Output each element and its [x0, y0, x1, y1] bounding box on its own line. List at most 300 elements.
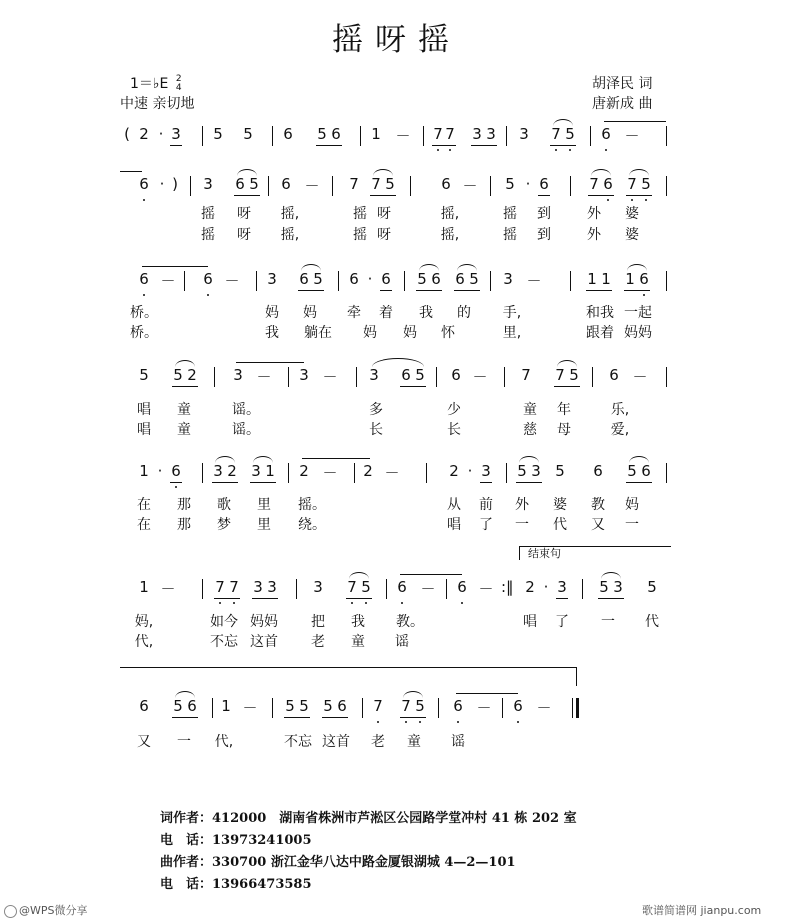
- slur: [457, 264, 477, 271]
- underline: [586, 290, 612, 291]
- underline: [400, 386, 426, 387]
- lyricist-phone: [160, 829, 312, 848]
- lyric: 我: [351, 614, 365, 630]
- barline: [666, 176, 667, 196]
- note: 3: [531, 462, 541, 480]
- note: 2: [449, 462, 459, 480]
- note: 6: [283, 125, 293, 143]
- note: ·: [157, 462, 163, 480]
- note: 5: [299, 697, 309, 715]
- note: 7: [433, 125, 443, 143]
- note: 5: [323, 697, 333, 715]
- lyric: 婆: [625, 227, 639, 243]
- note: ·: [158, 125, 164, 143]
- lyric: 长: [369, 422, 383, 438]
- barline: [404, 271, 405, 291]
- ending-label: 结束句: [528, 547, 561, 560]
- note: 7: [215, 578, 225, 596]
- lyric: 摇,: [440, 227, 460, 243]
- barline: [202, 579, 203, 599]
- note: 5: [385, 175, 395, 193]
- slur: [627, 264, 647, 271]
- barline: [490, 271, 491, 291]
- lyric: 爱,: [610, 422, 630, 438]
- note: 6: [331, 125, 341, 143]
- note: 6: [513, 697, 523, 715]
- barline: [666, 463, 667, 483]
- underline: [471, 145, 497, 146]
- low-octave-dot: [365, 602, 367, 604]
- time-signature: [176, 75, 182, 93]
- barline: [296, 579, 297, 599]
- composer-phone: [160, 873, 312, 892]
- barline: [436, 367, 437, 387]
- barline: [356, 367, 357, 387]
- low-octave-dot: [631, 199, 633, 201]
- barline: [504, 367, 505, 387]
- low-octave-dot: [607, 199, 609, 201]
- tie-line: [120, 171, 142, 172]
- note: ·: [525, 175, 531, 193]
- note: 6: [381, 270, 391, 288]
- note: －: [476, 699, 492, 717]
- note: 6: [431, 270, 441, 288]
- underline: [316, 145, 342, 146]
- note: －: [632, 368, 648, 386]
- slur: [175, 360, 195, 367]
- lyric: 多: [369, 402, 383, 418]
- lyric: 梦: [217, 517, 231, 533]
- note: 1: [371, 125, 381, 143]
- barline: [490, 176, 491, 196]
- slur: [253, 456, 273, 463]
- composer-address-value: 330700 浙江金华八达中路金厦银湖城 4—2—101: [212, 855, 516, 870]
- note: 1: [221, 697, 231, 715]
- barline: [410, 176, 411, 196]
- low-octave-dot: [517, 721, 519, 723]
- underline: [400, 717, 426, 718]
- lyric: 不忘: [210, 634, 238, 650]
- note: 5: [139, 366, 149, 384]
- note: ·: [467, 462, 473, 480]
- note: 1: [139, 578, 149, 596]
- underline: [170, 482, 182, 483]
- slur: [175, 691, 195, 698]
- low-octave-dot: [219, 602, 221, 604]
- note: 6: [171, 462, 181, 480]
- lyric: 那: [177, 497, 191, 513]
- lyric: 童: [351, 634, 365, 650]
- low-octave-dot: [605, 149, 607, 151]
- note: 6: [539, 175, 549, 193]
- note: 6: [455, 270, 465, 288]
- score-line-4: [120, 366, 668, 388]
- barline: [590, 126, 591, 146]
- ending-bracket-line: [120, 667, 577, 686]
- note: 5: [505, 175, 515, 193]
- lyric: 唱: [447, 517, 461, 533]
- note: 1: [139, 462, 149, 480]
- lyric: 唱: [137, 402, 151, 418]
- lyric: 摇: [201, 227, 215, 243]
- lyric: 婆: [553, 497, 567, 513]
- underline: [250, 482, 276, 483]
- score-line-1: [120, 125, 668, 147]
- note: 3: [299, 366, 309, 384]
- lyrics-5-verse-1: [120, 494, 668, 512]
- lyric: 妈: [625, 497, 639, 513]
- note: ·: [543, 578, 549, 596]
- slur: [419, 264, 439, 271]
- note: 3: [503, 270, 513, 288]
- note: 6: [187, 697, 197, 715]
- score-line-5: [120, 462, 668, 484]
- note: －: [624, 127, 640, 145]
- note: 2: [227, 462, 237, 480]
- lyric: 外: [587, 227, 601, 243]
- lyric: 教。: [396, 614, 424, 630]
- wps-watermark: [4, 902, 88, 918]
- low-octave-dot: [449, 149, 451, 151]
- note: 6: [609, 366, 619, 384]
- slur: [373, 169, 393, 176]
- lyricist-address-label: 词作者：: [160, 811, 213, 826]
- lyric: 摇: [503, 227, 517, 243]
- barline: [212, 698, 213, 718]
- note: 7: [349, 175, 359, 193]
- low-octave-dot: [143, 294, 145, 296]
- lyric: 一起: [624, 305, 652, 321]
- lyric: 桥。: [130, 325, 158, 341]
- note: 5: [243, 125, 253, 143]
- barline: [362, 698, 363, 718]
- underline: [538, 195, 550, 196]
- note: －: [420, 580, 436, 598]
- barline: [666, 271, 667, 291]
- note: －: [462, 177, 478, 195]
- key-signature: [130, 73, 182, 93]
- tempo-marking: 中速 亲切地: [120, 96, 195, 112]
- low-octave-dot: [645, 199, 647, 201]
- barline: [268, 176, 269, 196]
- underline: [370, 195, 396, 196]
- note: 3: [472, 125, 482, 143]
- lyric: 代: [645, 614, 659, 630]
- ending-bracket: [519, 546, 671, 560]
- wps-watermark-text: @WPS微分享: [19, 904, 88, 917]
- lyric: 呀: [237, 227, 251, 243]
- lyric: 少: [447, 402, 461, 418]
- lyricist-credit: 胡泽民 词: [592, 76, 653, 92]
- barline: [214, 367, 215, 387]
- note: 6: [349, 270, 359, 288]
- note: 7: [521, 366, 531, 384]
- lyric: 婆: [625, 206, 639, 222]
- barline: [423, 126, 424, 146]
- slur: [601, 572, 621, 579]
- note: ·: [159, 175, 165, 193]
- barline: [360, 126, 361, 146]
- lyric: 谣。: [232, 422, 260, 438]
- note: 5: [641, 175, 651, 193]
- lyric: 摇,: [440, 206, 460, 222]
- low-octave-dot: [207, 294, 209, 296]
- note: 3: [171, 125, 181, 143]
- barline: [502, 698, 503, 718]
- slur: [349, 572, 369, 579]
- note: 2: [299, 462, 309, 480]
- note: 3: [251, 462, 261, 480]
- composer-phone-label: 电 话：: [160, 877, 213, 892]
- lyric: 跟着: [586, 325, 614, 341]
- lyric: 手,: [502, 305, 522, 321]
- note: 6: [299, 270, 309, 288]
- lyric: 童: [177, 402, 191, 418]
- note: 5: [285, 697, 295, 715]
- barline: [582, 579, 583, 599]
- note: 5: [213, 125, 223, 143]
- note: ): [172, 175, 178, 193]
- note: 5: [173, 366, 183, 384]
- note: 6: [337, 697, 347, 715]
- lyric: 谣: [451, 734, 465, 750]
- barline: [256, 271, 257, 291]
- lyric: 妈: [403, 325, 417, 341]
- note: －: [160, 580, 176, 598]
- note: 1: [625, 270, 635, 288]
- lyric: 了: [479, 517, 493, 533]
- lyric: 着: [379, 305, 393, 321]
- underline: [454, 290, 480, 291]
- lyrics-6-verse-2: [120, 631, 668, 649]
- lyric: 谣: [395, 634, 409, 650]
- low-octave-dot: [419, 721, 421, 723]
- note: 6: [281, 175, 291, 193]
- note: 6: [203, 270, 213, 288]
- slur: [629, 169, 649, 176]
- lyric: 我: [419, 305, 433, 321]
- note: 3: [267, 270, 277, 288]
- note: 5: [517, 462, 527, 480]
- lyric: 把: [311, 614, 325, 630]
- barline: [666, 367, 667, 387]
- underline: [516, 482, 542, 483]
- lyric: 妈: [363, 325, 377, 341]
- underline: [284, 717, 310, 718]
- note: 2: [139, 125, 149, 143]
- lyric: 代,: [134, 634, 154, 650]
- low-octave-dot: [457, 721, 459, 723]
- barline: [592, 367, 593, 387]
- slur: [372, 358, 424, 367]
- underline: [298, 290, 324, 291]
- tie-line: [236, 362, 304, 363]
- repeat-sign: :‖: [501, 578, 514, 596]
- lyric: 和我: [586, 305, 614, 321]
- lyric: 摇,: [280, 206, 300, 222]
- slur: [591, 169, 611, 176]
- lyric: 童: [177, 422, 191, 438]
- note: 6: [139, 270, 149, 288]
- note: 3: [481, 462, 491, 480]
- note: 7: [401, 697, 411, 715]
- lyric: 摇: [353, 227, 367, 243]
- note: －: [536, 699, 552, 717]
- note: －: [478, 580, 494, 598]
- note: 6: [453, 697, 463, 715]
- underline: [380, 290, 392, 291]
- note: 2: [525, 578, 535, 596]
- wps-logo-icon: [4, 905, 17, 918]
- note: －: [242, 699, 258, 717]
- lyric: 谣。: [232, 402, 260, 418]
- low-octave-dot: [143, 199, 145, 201]
- song-title: 摇呀摇: [332, 22, 461, 58]
- note: 5: [599, 578, 609, 596]
- composer-phone-value: 13966473585: [212, 877, 312, 892]
- note: 3: [267, 578, 277, 596]
- lyric: 的: [457, 305, 471, 321]
- lyricist-phone-label: 电 话：: [160, 833, 213, 848]
- barline: [446, 579, 447, 599]
- note: －: [160, 272, 176, 290]
- barline: [666, 126, 667, 146]
- note: 7: [589, 175, 599, 193]
- lyrics-7: [120, 731, 668, 749]
- lyric: 老: [371, 734, 385, 750]
- underline: [234, 195, 260, 196]
- lyric: 摇,: [280, 227, 300, 243]
- final-barline-thin: [572, 698, 573, 718]
- lyric: 妈妈: [250, 614, 278, 630]
- lyric: 那: [177, 517, 191, 533]
- lyric: 代: [553, 517, 567, 533]
- barline: [438, 698, 439, 718]
- underline: [598, 598, 624, 599]
- lyricist-phone-value: 13973241005: [212, 833, 312, 848]
- lyric: 又: [591, 517, 605, 533]
- lyric: 歌: [217, 497, 231, 513]
- note: 6: [139, 175, 149, 193]
- lyrics-4-verse-1: [120, 399, 668, 417]
- note: 7: [555, 366, 565, 384]
- note: 6: [457, 578, 467, 596]
- underline: [172, 717, 198, 718]
- lyric: 妈: [303, 305, 317, 321]
- note: 5: [317, 125, 327, 143]
- composer-credit: 唐新成 曲: [592, 96, 653, 112]
- tie-line: [142, 266, 208, 267]
- lyric: 前: [479, 497, 493, 513]
- note: (: [124, 125, 130, 143]
- underline: [322, 717, 348, 718]
- barline: [506, 463, 507, 483]
- note: 7: [229, 578, 239, 596]
- note: －: [472, 368, 488, 386]
- note: 3: [519, 125, 529, 143]
- underline: [416, 290, 442, 291]
- lyric: 呀: [377, 227, 391, 243]
- low-octave-dot: [377, 721, 379, 723]
- lyric: 了: [555, 614, 569, 630]
- barline: [190, 176, 191, 196]
- note: 3: [213, 462, 223, 480]
- barline: [570, 176, 571, 196]
- note: 7: [445, 125, 455, 143]
- note: 3: [313, 578, 323, 596]
- note: 5: [417, 270, 427, 288]
- lyric: 在: [137, 517, 151, 533]
- low-octave-dot: [401, 602, 403, 604]
- lyric: 呀: [377, 206, 391, 222]
- barline: [202, 126, 203, 146]
- note: 1: [265, 462, 275, 480]
- tie-line: [400, 574, 462, 575]
- lyric: 怀: [441, 325, 455, 341]
- lyric: 老: [311, 634, 325, 650]
- underline: [556, 598, 568, 599]
- lyric: 教: [591, 497, 605, 513]
- low-octave-dot: [437, 149, 439, 151]
- lyric: 桥。: [130, 305, 158, 321]
- lyric: 如今: [210, 614, 238, 630]
- note: －: [256, 368, 272, 386]
- lyrics-2-verse-1: [120, 203, 668, 221]
- note: －: [322, 464, 338, 482]
- lyric: 慈: [523, 422, 537, 438]
- lyrics-5-verse-2: [120, 514, 668, 532]
- lyrics-4-verse-2: [120, 419, 668, 437]
- time-bottom: 4: [175, 83, 182, 93]
- barline: [288, 463, 289, 483]
- underline: [170, 145, 182, 146]
- underline: [550, 145, 576, 146]
- note: 5: [627, 462, 637, 480]
- note: 5: [569, 366, 579, 384]
- note: －: [304, 177, 320, 195]
- site-watermark: 歌谱简谱网 jianpu.com: [642, 904, 762, 917]
- slur: [403, 691, 423, 698]
- lyricist-address: [160, 807, 577, 826]
- underline: [252, 598, 278, 599]
- lyric: 摇: [201, 206, 215, 222]
- note: 5: [249, 175, 259, 193]
- note: －: [224, 272, 240, 290]
- underline: [624, 290, 650, 291]
- slur: [301, 264, 321, 271]
- low-octave-dot: [175, 486, 177, 488]
- lyric: 妈妈: [624, 325, 652, 341]
- barline: [570, 271, 571, 291]
- lyricist-address-value: 412000 湖南省株洲市芦淞区公园路学堂冲村 41 栋 202 室: [212, 811, 577, 826]
- slur: [215, 456, 235, 463]
- note: 3: [613, 578, 623, 596]
- note: 7: [373, 697, 383, 715]
- slur: [237, 169, 257, 176]
- lyric: 童: [523, 402, 537, 418]
- lyric: 躺在: [304, 325, 332, 341]
- note: 6: [639, 270, 649, 288]
- barline: [184, 271, 185, 291]
- note: 5: [415, 366, 425, 384]
- lyric: 绕。: [298, 517, 326, 533]
- score-line-6: [120, 578, 668, 600]
- note: 5: [361, 578, 371, 596]
- low-octave-dot: [643, 294, 645, 296]
- note: 6: [401, 366, 411, 384]
- key-text: 1＝♭E: [130, 76, 169, 92]
- underline: [480, 482, 492, 483]
